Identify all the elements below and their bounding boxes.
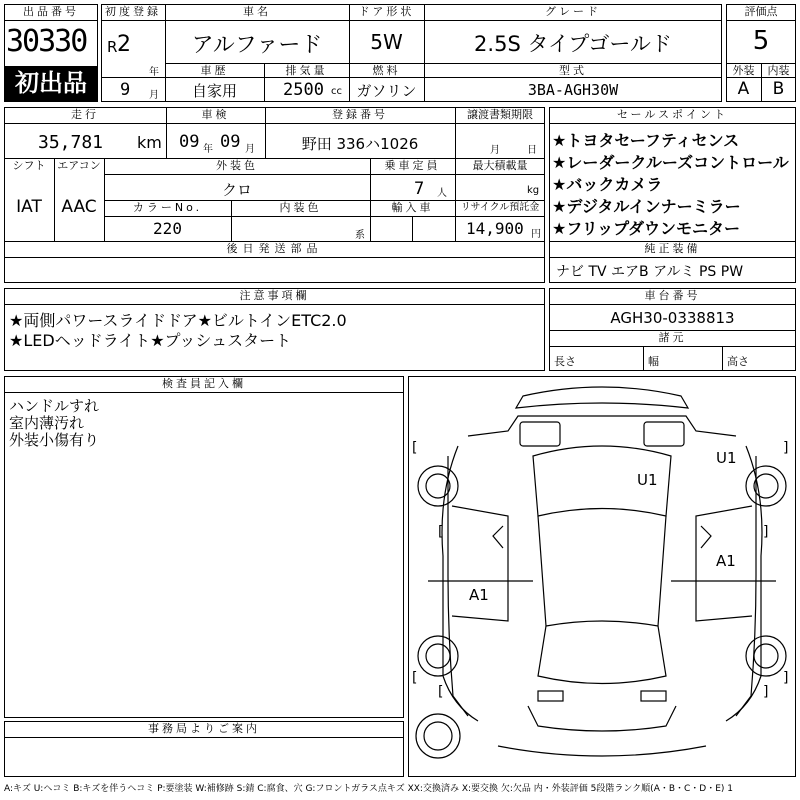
shift: IAT bbox=[16, 197, 42, 217]
grade: 2.5S タイプゴールド bbox=[474, 32, 672, 56]
displacement: 2500 bbox=[283, 80, 324, 100]
notes-label: 注意事項欄 bbox=[239, 289, 310, 302]
color: クロ bbox=[221, 181, 252, 199]
color-label: 外装色 bbox=[216, 159, 258, 172]
car-name: アルファード bbox=[191, 33, 323, 58]
lot-number: 30330 bbox=[6, 24, 87, 59]
grade-label: グレード bbox=[545, 5, 601, 18]
era: R bbox=[107, 38, 118, 56]
inspection-month-unit: 月 bbox=[245, 144, 255, 155]
reg-month-unit: 月 bbox=[149, 90, 159, 101]
first-reg-label: 初度登録 bbox=[105, 5, 161, 18]
recycle: 14,900 bbox=[466, 219, 524, 238]
sales-item: ★バックカメラ bbox=[552, 175, 663, 194]
score: 5 bbox=[752, 26, 770, 56]
score-label: 評価点 bbox=[744, 5, 778, 18]
notes-line: ★両側パワースライドドア★ビルトインETC2.0 bbox=[9, 311, 347, 330]
exterior-label: 外装 bbox=[732, 64, 755, 77]
interior-grade: B bbox=[772, 79, 785, 99]
damage-mark-roof: U1 bbox=[637, 471, 658, 489]
car-diagram bbox=[408, 376, 796, 777]
inspector-line: ハンドルすれ bbox=[9, 397, 100, 415]
length-label: 長さ bbox=[554, 355, 576, 368]
later-parts-label: 後日発送部品 bbox=[226, 242, 323, 255]
damage-mark-right-side: A1 bbox=[716, 552, 736, 570]
notes-line: ★LEDヘッドライト★プッシュスタート bbox=[9, 331, 292, 350]
sales-item: ★トヨタセーフティセンス bbox=[552, 131, 740, 150]
history: 自家用 bbox=[191, 82, 237, 100]
displacement-unit: cc bbox=[331, 86, 342, 97]
inspection-month: 09 bbox=[220, 132, 241, 152]
damage-mark-left-side: A1 bbox=[469, 586, 489, 604]
capacity: 7 bbox=[414, 179, 425, 199]
history-label: 車歴 bbox=[200, 64, 229, 77]
first-listing-badge: 初出品 bbox=[5, 66, 97, 101]
svg-text:]: ] bbox=[763, 684, 769, 700]
equipment-items: ナビ TV エアB アルミ PS PW bbox=[556, 264, 744, 280]
transfer-day-unit: 日 bbox=[527, 145, 537, 156]
capacity-label: 乗車定員 bbox=[384, 159, 441, 172]
office-label: 事務局よりご案内 bbox=[148, 722, 260, 735]
recycle-unit: 円 bbox=[531, 229, 541, 240]
inspector-label: 検査員記入欄 bbox=[162, 377, 246, 390]
inspector-line: 室内薄汚れ bbox=[9, 414, 85, 432]
reg-month: 9 bbox=[120, 80, 131, 100]
displacement-label: 排気量 bbox=[285, 64, 328, 77]
plate-number: 野田 336ハ1026 bbox=[301, 135, 419, 153]
damage-mark-front-right: U1 bbox=[716, 449, 737, 467]
aircon-label: エアコン bbox=[57, 159, 101, 172]
transfer-label: 譲渡書類期限 bbox=[467, 108, 533, 121]
inspection-label: 車検 bbox=[201, 108, 230, 121]
interior-color-unit: 系 bbox=[355, 230, 365, 241]
sales-item: ★フリップダウンモニター bbox=[552, 219, 740, 238]
svg-text:]: ] bbox=[783, 670, 789, 686]
inspector-line: 外装小傷有り bbox=[9, 431, 100, 449]
equipment-label: 純正装備 bbox=[644, 242, 701, 255]
height-label: 高さ bbox=[727, 355, 749, 368]
chassis-number: AGH30-0338813 bbox=[610, 309, 735, 327]
model-code: 3BA-AGH30W bbox=[527, 81, 619, 99]
transfer-month-unit: 月 bbox=[490, 145, 500, 156]
door-label: ドア形状 bbox=[358, 5, 415, 18]
specs-label: 諸元 bbox=[658, 331, 687, 344]
color-no-label: カラーNo. bbox=[132, 201, 203, 214]
reg-year: 2 bbox=[117, 32, 131, 57]
fuel-label: 燃料 bbox=[372, 64, 401, 77]
car-name-label: 車名 bbox=[243, 5, 271, 18]
fuel: ガソリン bbox=[356, 82, 417, 100]
shift-label: シフト bbox=[12, 159, 46, 172]
sales-label: セールスポイント bbox=[616, 108, 728, 121]
chassis-label: 車台番号 bbox=[644, 289, 701, 302]
import-label: 輸入車 bbox=[391, 201, 434, 214]
plate-label: 登録番号 bbox=[332, 108, 388, 121]
mileage-unit: km bbox=[137, 133, 162, 152]
svg-text:[: [ bbox=[412, 670, 418, 686]
width-label: 幅 bbox=[648, 355, 659, 368]
sales-item: ★レーダークルーズコントロール bbox=[552, 153, 789, 172]
inspection-year-unit: 年 bbox=[203, 144, 213, 155]
interior-color-label: 内装色 bbox=[279, 201, 322, 214]
load-label: 最大積載量 bbox=[472, 159, 528, 172]
load-unit: kg bbox=[527, 185, 540, 196]
door-type: 5W bbox=[370, 30, 403, 54]
sales-item: ★デジタルインナーミラー bbox=[552, 197, 741, 216]
lot-label: 出品番号 bbox=[23, 5, 79, 18]
legend: A:キズ U:ヘコミ B:キズを伴うヘコミ P:要塗装 W:補修跡 S:錆 C:腐食、穴 G:フロントガラス点キズ XX:交換済み X:要交換 欠:欠品 内・外装評価 5段階ランク順(A・B・C・D・E) 1 bbox=[4, 784, 734, 794]
capacity-unit: 人 bbox=[437, 188, 447, 199]
recycle-label: リサイクル預託金 bbox=[460, 202, 540, 213]
svg-text:]: ] bbox=[763, 524, 769, 540]
interior-label: 内装 bbox=[767, 64, 790, 77]
svg-text:[: [ bbox=[438, 524, 444, 540]
svg-text:[: [ bbox=[438, 684, 444, 700]
color-no: 220 bbox=[153, 219, 182, 238]
inspection-year: 09 bbox=[179, 132, 200, 152]
reg-year-unit: 年 bbox=[149, 67, 159, 78]
svg-text:[: [ bbox=[412, 440, 418, 456]
mileage-label: 走行 bbox=[71, 108, 99, 121]
mileage: 35,781 bbox=[38, 132, 104, 153]
aircon: AAC bbox=[61, 197, 97, 217]
svg-text:]: ] bbox=[783, 440, 789, 456]
model-label: 型式 bbox=[559, 64, 587, 77]
exterior-grade: A bbox=[737, 79, 750, 99]
